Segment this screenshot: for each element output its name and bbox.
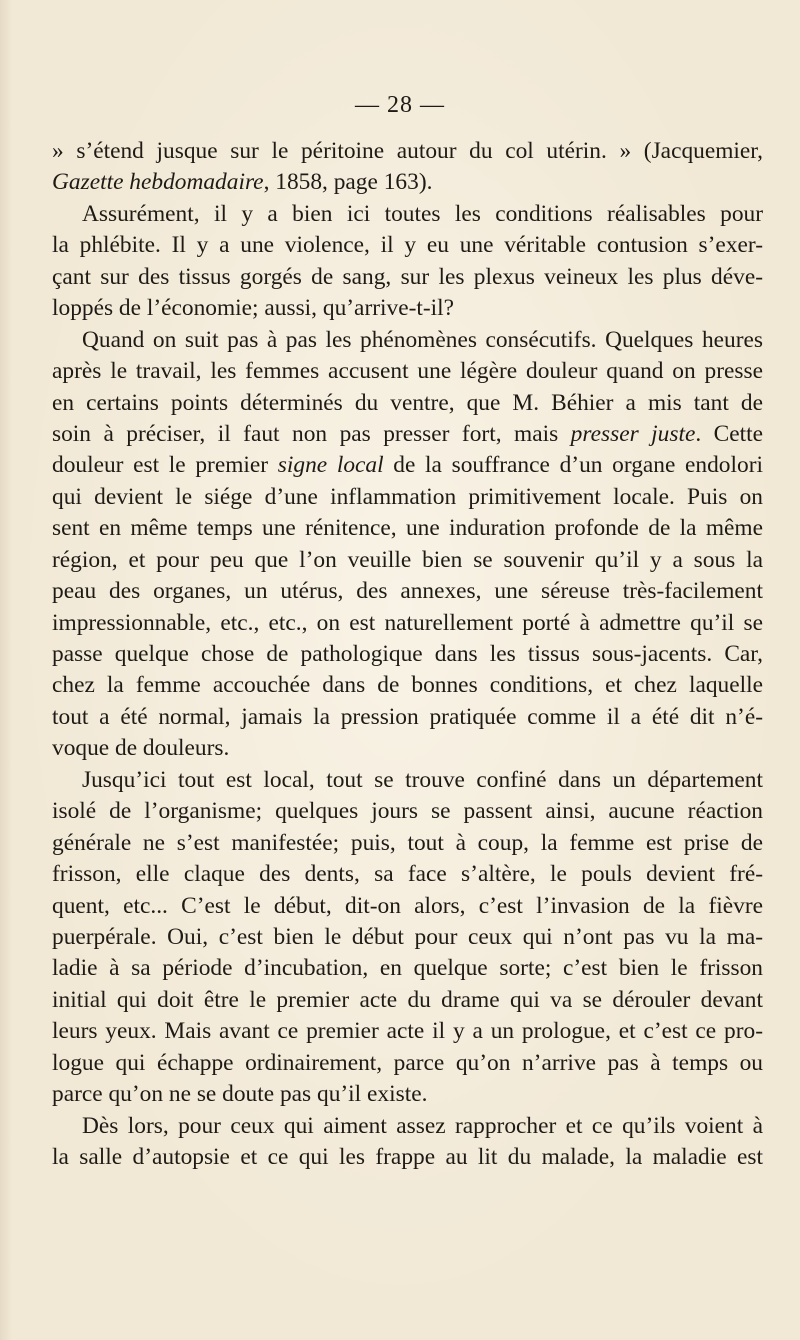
- text-segment: . Cette: [695, 420, 764, 447]
- text-segment: de la souffrance d’un organe endolori: [383, 452, 763, 479]
- text-segment: , 1858, page 163).: [263, 169, 433, 196]
- text-segment: sent en même temps une rénitence, une induration profonde de la même: [52, 515, 763, 542]
- text-segment: chez la femme accouchée dans de bonnes conditions, et chez laquelle: [52, 672, 763, 699]
- paragraph: [52, 136, 763, 199]
- text-line: [52, 576, 763, 607]
- text-segment: Assurément, il y a bien ici toutes les conditions réalisables pour: [82, 200, 763, 227]
- italic-text: Gazette hebdomadaire: [52, 169, 264, 196]
- text-segment: douleur est le premier: [52, 452, 278, 479]
- body-text: [52, 136, 763, 1173]
- text-segment: quent, etc... C’est le début, dit-on alors, c’est l’invasion de la fièvre: [52, 892, 763, 919]
- text-segment: passe quelque chose de pathologique dans les tissus sous-jacents. Car,: [52, 641, 763, 667]
- text-line: [52, 608, 763, 639]
- text-segment: soin à préciser, il faut non pas presser fort, mais: [52, 420, 571, 447]
- text-line: [52, 765, 763, 796]
- text-line: [52, 953, 763, 984]
- text-line: [52, 136, 763, 167]
- text-line: [52, 199, 763, 230]
- text-line: [52, 733, 763, 764]
- paragraph: [52, 199, 763, 325]
- text-line: [52, 670, 763, 701]
- paragraph: [52, 325, 763, 765]
- page-number: — 28 —: [355, 92, 445, 118]
- text-segment: après le travail, les femmes accusent une légère douleur quand on presse: [52, 358, 763, 385]
- text-line: [52, 230, 763, 261]
- text-line: [52, 419, 763, 450]
- text-line: [52, 388, 763, 419]
- text-segment: Jusqu’ici tout est local, tout se trouve confiné dans un département: [82, 766, 763, 793]
- text-segment: » s’étend jusque sur le péritoine autour du col utérin. » (Jacquemier,: [52, 138, 763, 164]
- text-line: [52, 828, 763, 859]
- paragraph: [52, 1111, 763, 1174]
- text-segment: en certains points déterminés du ventre, que M. Béhier a mis tant de: [52, 389, 763, 416]
- text-segment: leurs yeux. Mais avant ce premier acte il y a un prologue, et c’est ce pro-: [52, 1018, 763, 1045]
- text-segment: impressionnable, etc., etc., on est naturellement porté à admettre qu’il se: [52, 609, 763, 636]
- italic-text: signe local: [277, 452, 384, 479]
- text-line: [52, 450, 763, 481]
- text-segment: la phlébite. Il y a une violence, il y eu une véritable contusion s’exer-: [52, 232, 763, 259]
- text-line: [52, 293, 763, 324]
- text-segment: la salle d’autopsie et ce qui les frappe au lit du malade, la maladie est: [52, 1144, 763, 1170]
- text-segment: frisson, elle claque des dents, sa face s’altère, le pouls devient fré-: [52, 861, 763, 888]
- text-line: [52, 482, 763, 513]
- text-segment: logue qui échappe ordinairement, parce qu’on n’arrive pas à temps ou: [52, 1049, 763, 1076]
- text-line: [52, 545, 763, 576]
- text-line: [52, 796, 763, 827]
- text-segment: générale ne s’est manifestée; puis, tout à coup, la femme est prise de: [52, 829, 763, 856]
- text-segment: Dès lors, pour ceux qui aiment assez rapprocher et ce qu’ils voient à: [82, 1112, 763, 1139]
- text-line: [52, 702, 763, 733]
- text-line: [52, 356, 763, 387]
- text-segment: ladie à sa période d’incubation, en quelque sorte; c’est bien le frisson: [52, 955, 763, 982]
- text-segment: Quand on suit pas à pas les phénomènes consécutifs. Quelques heures: [82, 326, 763, 353]
- text-segment: loppés de l’économie; aussi, qu’arrive-t-il?: [52, 295, 455, 322]
- text-line: [52, 922, 763, 953]
- text-line: [52, 859, 763, 890]
- text-line: [52, 985, 763, 1016]
- text-line: [52, 1016, 763, 1047]
- text-segment: tout a été normal, jamais la pression pratiquée comme il a été dit n’é-: [52, 703, 763, 730]
- text-line: [52, 1048, 763, 1079]
- text-segment: initial qui doit être le premier acte du drame qui va se dérouler devant: [52, 986, 763, 1013]
- text-line: [52, 167, 763, 198]
- text-line: [52, 1079, 763, 1110]
- text-line: [52, 1142, 763, 1173]
- text-segment: qui devient le siége d’une inflammation primitivement locale. Puis on: [52, 483, 763, 510]
- paragraph: [52, 765, 763, 1111]
- text-segment: puerpérale. Oui, c’est bien le début pour ceux qui n’ont pas vu la ma-: [52, 923, 763, 950]
- text-line: [52, 325, 763, 356]
- italic-text: presser juste: [570, 420, 696, 447]
- text-segment: peau des organes, un utérus, des annexes, une séreuse très-facilement: [52, 578, 763, 605]
- text-segment: voque de douleurs.: [52, 735, 230, 762]
- text-segment: parce qu’on ne se doute pas qu’il existe.: [52, 1081, 428, 1108]
- text-line: [52, 891, 763, 922]
- text-segment: région, et pour peu que l’on veuille bien se souvenir qu’il y a sous la: [52, 546, 763, 573]
- text-line: [52, 1111, 763, 1142]
- text-line: [52, 639, 763, 670]
- text-line: [52, 513, 763, 544]
- text-line: [52, 262, 763, 293]
- text-segment: isolé de l’organisme; quelques jours se passent ainsi, aucune réaction: [52, 798, 763, 825]
- text-segment: çant sur des tissus gorgés de sang, sur les plexus veineux les plus déve-: [52, 263, 763, 290]
